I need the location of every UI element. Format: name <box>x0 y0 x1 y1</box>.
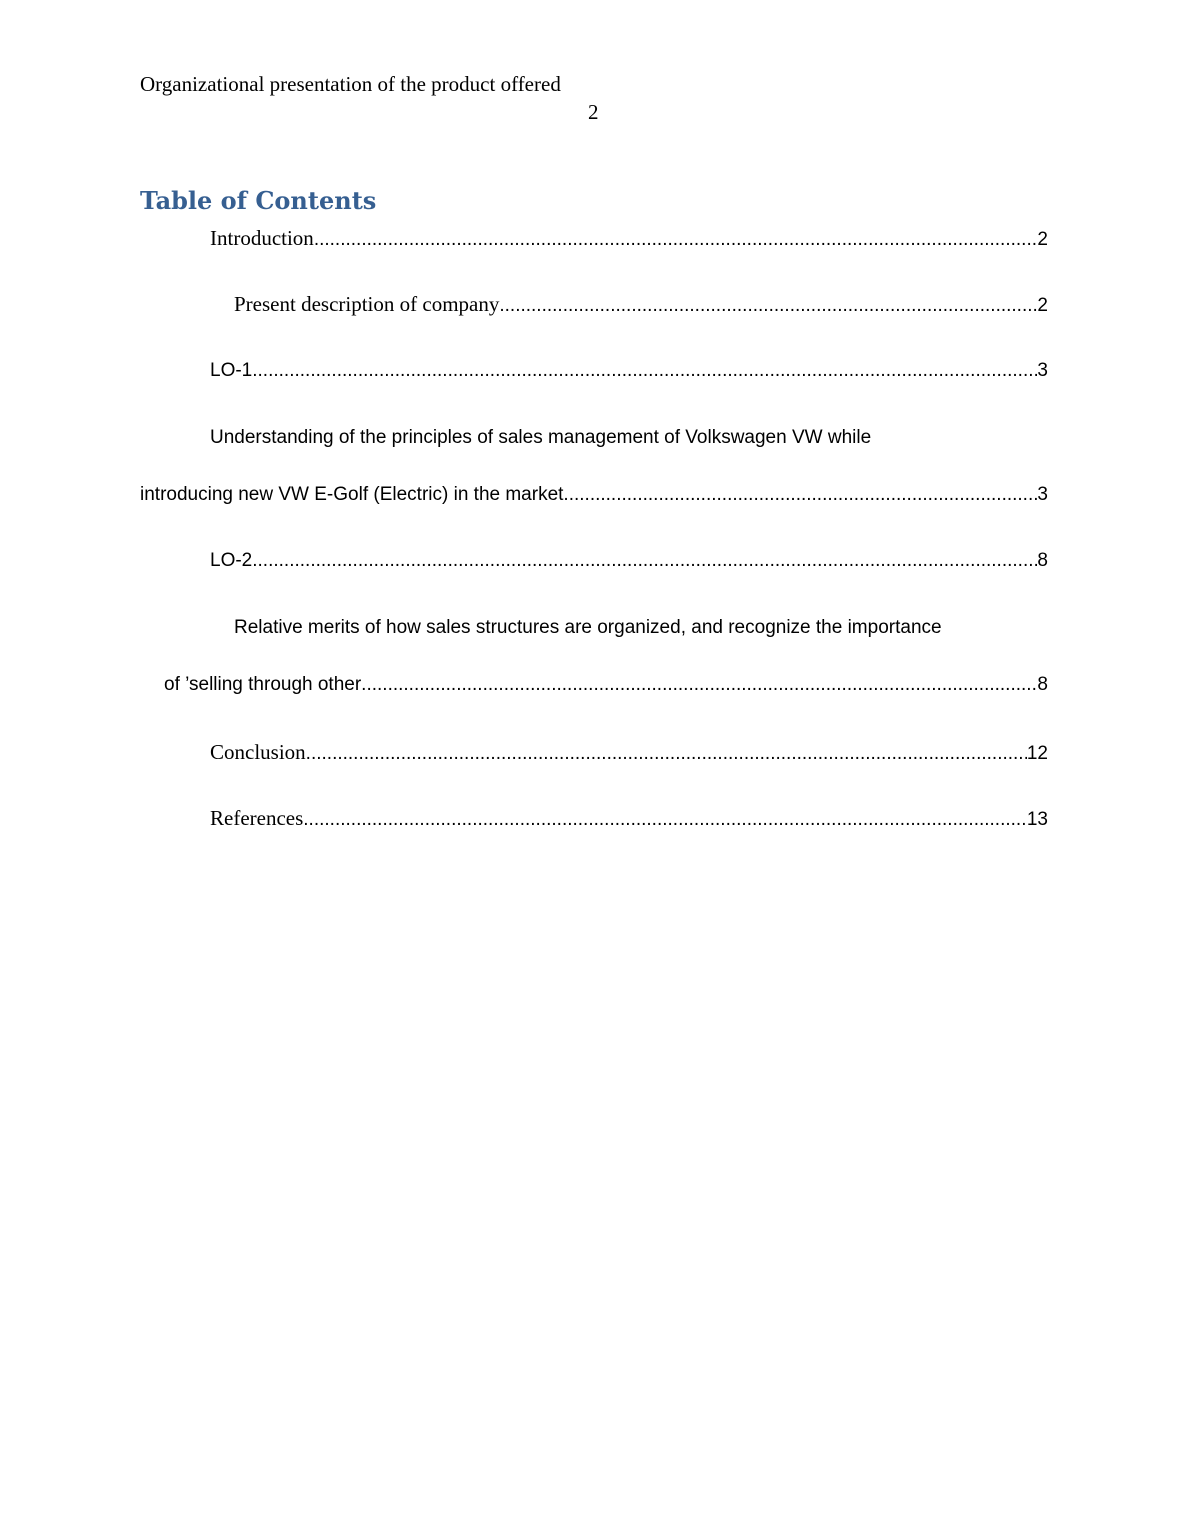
toc-leader <box>563 480 1037 510</box>
toc-leader <box>306 739 1027 767</box>
running-header-title: Organizational presentation of the product offered <box>140 72 561 96</box>
toc-entry-references[interactable] <box>210 803 1048 833</box>
toc-entry-label: introducing new VW E-Golf (Electric) in the market <box>140 484 564 505</box>
toc-entry-sales-structures[interactable] <box>164 670 1048 700</box>
toc-entry-sales-principles[interactable] <box>140 480 1048 510</box>
page-number: 2 <box>588 100 599 124</box>
toc-entry-label: Present description of company <box>234 292 500 316</box>
toc-entry-label: LO-2 <box>210 550 253 571</box>
toc-entry-label: Introduction <box>210 226 314 250</box>
toc-entry-page: 13 <box>1026 809 1048 830</box>
toc-leader <box>499 291 1037 319</box>
toc-entry-label: References <box>210 806 304 830</box>
toc-entry-page: 12 <box>1026 743 1048 764</box>
toc-entry-sales-structures-line1[interactable]: Relative merits of how sales structures are organized, and recognize the importance <box>234 617 942 638</box>
toc-entry-sales-principles-line1[interactable]: Understanding of the principles of sales management of Volkswagen VW while <box>210 427 872 448</box>
toc-entry-introduction[interactable] <box>210 223 1048 253</box>
toc-entry-lo-2[interactable] <box>210 546 1048 576</box>
toc-entry-page: 8 <box>1037 674 1048 695</box>
toc-entry-page: 2 <box>1037 229 1048 250</box>
toc-heading: Table of Contents <box>140 186 377 215</box>
toc-leader <box>303 805 1027 833</box>
toc-entry-label: of ’selling through other <box>164 674 362 695</box>
toc-leader <box>252 356 1037 386</box>
toc-leader <box>361 670 1037 700</box>
toc-entry-page: 3 <box>1037 360 1048 381</box>
toc-entry-page: 3 <box>1037 484 1048 505</box>
toc-entry-label: LO-1 <box>210 360 253 381</box>
toc-leader <box>314 225 1038 253</box>
toc-entry-page: 2 <box>1037 295 1048 316</box>
toc-entry-label: Conclusion <box>210 740 306 764</box>
toc-entry-lo-1[interactable] <box>210 356 1048 386</box>
toc-entry-company-description[interactable] <box>234 289 1048 319</box>
toc-entry-conclusion[interactable] <box>210 737 1048 767</box>
toc-entry-page: 8 <box>1037 550 1048 571</box>
toc-leader <box>252 546 1037 576</box>
